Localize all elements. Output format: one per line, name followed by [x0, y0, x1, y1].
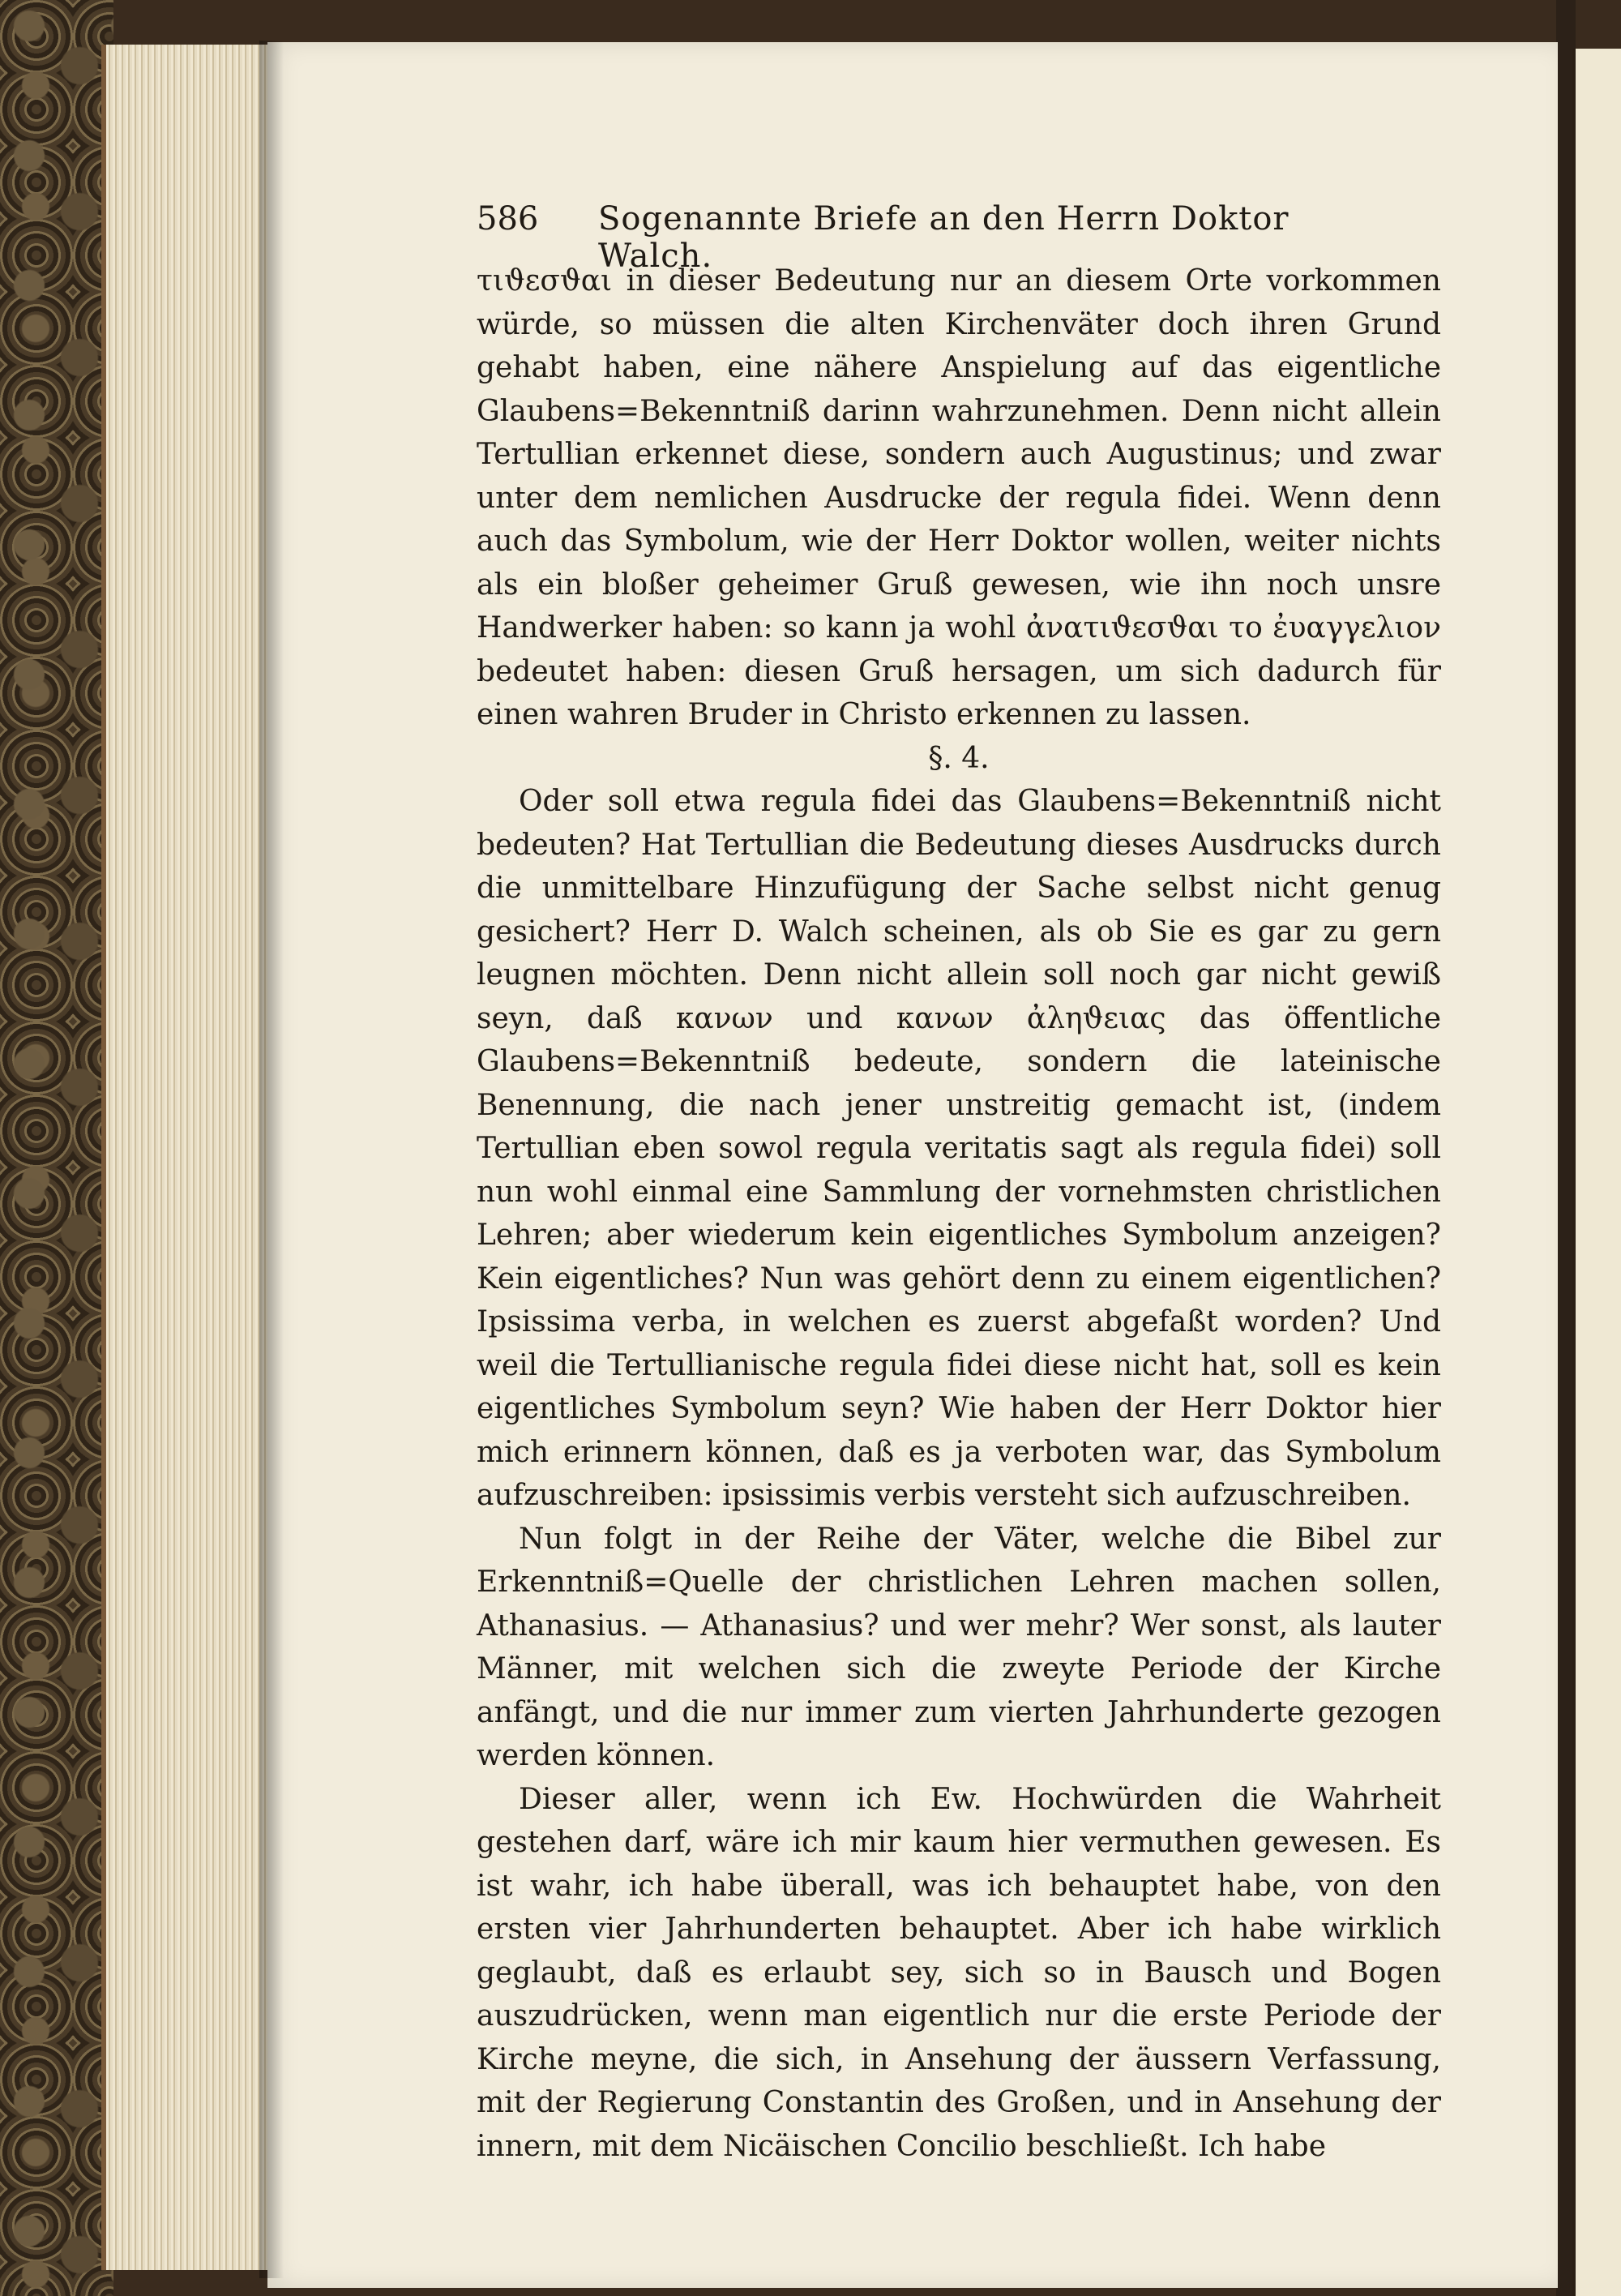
running-header: [477, 200, 1376, 275]
paragraph-4: Dieser aller, wenn ich Ew. Hochwürden die Wahrheit gestehen darf, wäre ich mir kaum hier vermuthen gewesen. Es ist wahr, ich habe überall, was ich behauptet habe, von den ersten vier Jahrhunderten behauptet. Aber ich habe wirklich geglaubt, daß es erlaubt sey, sich so in Bausch und Bogen auszudrücken, wenn man eigentlich nur die erste Periode der Kirche meyne, die sich, in Ansehung der äussern Verfassung, mit der Regierung Constantin des Großen, und in Ansehung der innern, mit dem Nicäischen Concilio beschließt. Ich habe: [477, 1782, 1441, 2163]
paragraph-1: τιϑεσϑαι in dieser Bedeutung nur an diesem Orte vorkommen würde, so müssen die alten Kirchenväter doch ihren Grund gehabt haben, eine nähere Anspielung auf das eigentliche Glaubens=Bekenntniß darinn wahrzunehmen. Denn nicht allein Tertullian erkennet diese, sondern auch Augustinus; und zwar unter dem nemlichen Ausdrucke der regula fidei. Wenn denn auch das Symbolum, wie der Herr Doktor wollen, weiter nichts als ein bloßer geheimer Gruß gewesen, wie ihn noch unsre Handwerker haben: so kann ja wohl ἀνατιϑεσϑαι το ἐυαγγελιον bedeutet haben: diesen Gruß hersagen, um sich dadurch für einen wahren Bruder in Christo erkennen zu lassen.: [477, 264, 1441, 731]
page-edges: [101, 45, 280, 2270]
spine-shadow: [259, 41, 284, 2278]
paragraph-2: Oder soll etwa regula fidei das Glaubens=Bekenntniß nicht bedeuten? Hat Tertullian die Bedeutung dieses Ausdrucks durch die unmittelbare Hinzufügung der Sache selbst nicht genug gesichert? Herr D. Walch scheinen, als ob Sie es gar zu gern leugnen möchten. Denn nicht allein soll noch gar nicht gewiß seyn, daß κανων und κανων ἀληϑειας das öffentliche Glaubens=Bekenntniß bedeute, sondern die lateinische Benennung, die nach jener unstreitig gemacht ist, (indem Tertullian eben sowol regula veritatis sagt als regula fidei) soll nun wohl einmal eine Sammlung der vornehmsten christlichen Lehren; aber wiederum kein eigentliches Symbolum anzeigen? Kein eigentliches? Nun was gehört denn zu einem eigentlichen? Ipsissima verba, in welchen es zuerst abgefaßt worden? Und weil die Tertullianische regula fidei diese nicht hat, soll es kein eigentliches Symbolum seyn? Wie haben der Herr Doktor hier mich erinnern können, daß es ja verboten war, das Symbolum aufzuschreiben: ipsissimis verbis versteht sich aufzuschreiben.: [477, 785, 1441, 1512]
next-page-edge: [1572, 49, 1621, 2296]
running-title: Sogenannte Briefe an den Herrn Doktor Walch.: [598, 200, 1290, 275]
book-page: [267, 42, 1558, 2288]
body-text: [477, 259, 1441, 2168]
page-number: 586: [477, 200, 539, 238]
section-heading: §. 4.: [928, 741, 990, 775]
paragraph-3: Nun folgt in der Reihe der Väter, welche die Bibel zur Erkenntniß=Quelle der christlichen Lehren machen sollen, Athanasius. — Athanasius? und wer mehr? Wer sonst, als lauter Männer, mit welchen sich die zweyte Periode der Kirche anfängt, und die nur immer zum vierten Jahrhunderte gezogen werden können.: [477, 1522, 1441, 1772]
book-cover: [0, 0, 113, 2296]
